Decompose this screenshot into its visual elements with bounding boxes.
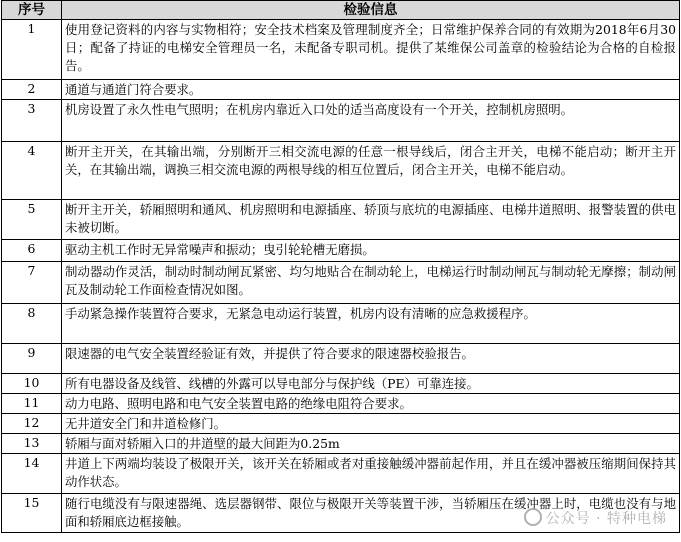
row-inspection-info: 井道上下两端均装设了极限开关，该开关在轿厢或者对重接触缓冲器前起作用，并且在缓冲器被压缩期间保持其动作状态。	[62, 454, 680, 494]
table-row	[2, 454, 680, 494]
row-inspection-info: 无井道安全门和井道检修门。	[62, 414, 680, 434]
row-serial-number: 14	[2, 454, 62, 494]
table-row	[2, 240, 680, 262]
row-serial-number: 11	[2, 394, 62, 414]
table-row	[2, 394, 680, 414]
table-body	[2, 20, 680, 533]
table-row	[2, 80, 680, 100]
table-row	[2, 374, 680, 394]
wechat-logo-icon	[524, 508, 542, 526]
row-inspection-info: 断开主开关，在其输出端，分别断开三相交流电源的任意一根导线后，闭合主开关，电梯不能启动；断开主开关，在其输出端，调换三相交流电源的两根导线的相互位置后，闭合主开关，电梯不能启动。	[62, 142, 680, 200]
row-serial-number: 10	[2, 374, 62, 394]
inspection-table	[1, 0, 680, 533]
table-row	[2, 304, 680, 344]
row-serial-number: 7	[2, 262, 62, 304]
row-serial-number: 12	[2, 414, 62, 434]
row-inspection-info: 所有电器设备及线管、线槽的外露可以导电部分与保护线（PE）可靠连接。	[62, 374, 680, 394]
watermark	[524, 508, 667, 528]
row-inspection-info: 手动紧急操作装置符合要求，无紧急电动运行装置，机房内设有清晰的应急救援程序。	[62, 304, 680, 344]
row-inspection-info: 使用登记资料的内容与实物相符；安全技术档案及管理制度齐全；日常维护保养合同的有效期为2018年6月30日；配备了持证的电梯安全管理员一名，未配备专职司机。提供了某维保公司盖章的检验结论为合格的自检报告。	[62, 20, 680, 80]
table-row	[2, 142, 680, 200]
row-inspection-info: 轿厢与面对轿厢入口的井道壁的最大间距为0.25m	[62, 434, 680, 454]
row-inspection-info: 限速器的电气安全装置经验证有效，并提供了符合要求的限速器校验报告。	[62, 344, 680, 374]
row-serial-number: 13	[2, 434, 62, 454]
header-serial-number: 序号	[2, 1, 62, 20]
row-serial-number: 2	[2, 80, 62, 100]
table-row	[2, 100, 680, 142]
row-serial-number: 4	[2, 142, 62, 200]
row-serial-number: 8	[2, 304, 62, 344]
row-serial-number: 9	[2, 344, 62, 374]
row-inspection-info: 断开主开关，轿厢照明和通风、机房照明和电源插座、轿顶与底坑的电源插座、电梯井道照明、报警装置的供电未被切断。	[62, 200, 680, 240]
table-row	[2, 200, 680, 240]
table-header-row	[2, 1, 680, 20]
table-row	[2, 262, 680, 304]
table-row	[2, 434, 680, 454]
table-row	[2, 20, 680, 80]
row-inspection-info: 动力电路、照明电路和电气安全装置电路的绝缘电阻符合要求。	[62, 394, 680, 414]
row-serial-number: 15	[2, 494, 62, 533]
row-serial-number: 1	[2, 20, 62, 80]
header-inspection-info: 检验信息	[62, 1, 680, 20]
row-inspection-info: 制动器动作灵活，制动时制动闸瓦紧密、均匀地贴合在制动轮上，电梯运行时制动闸瓦与制动轮无摩擦；制动闸瓦及制动轮工作面检查情况如图。	[62, 262, 680, 304]
row-inspection-info: 随行电缆没有与限速器绳、选层器钢带、限位与极限开关等装置干涉，当轿厢压在缓冲器上时，电缆也没有与地面和轿厢底边框接触。	[62, 494, 680, 533]
row-inspection-info: 机房设置了永久性电气照明；在机房内靠近入口处的适当高度设有一个开关，控制机房照明。	[62, 100, 680, 142]
row-serial-number: 3	[2, 100, 62, 142]
row-inspection-info: 通道与通道门符合要求。	[62, 80, 680, 100]
row-serial-number: 5	[2, 200, 62, 240]
watermark-text: 公众号 · 特种电梯	[545, 511, 667, 527]
table-row	[2, 414, 680, 434]
row-inspection-info: 驱动主机工作时无异常噪声和振动；曳引轮轮槽无磨损。	[62, 240, 680, 262]
table-row	[2, 344, 680, 374]
row-serial-number: 6	[2, 240, 62, 262]
